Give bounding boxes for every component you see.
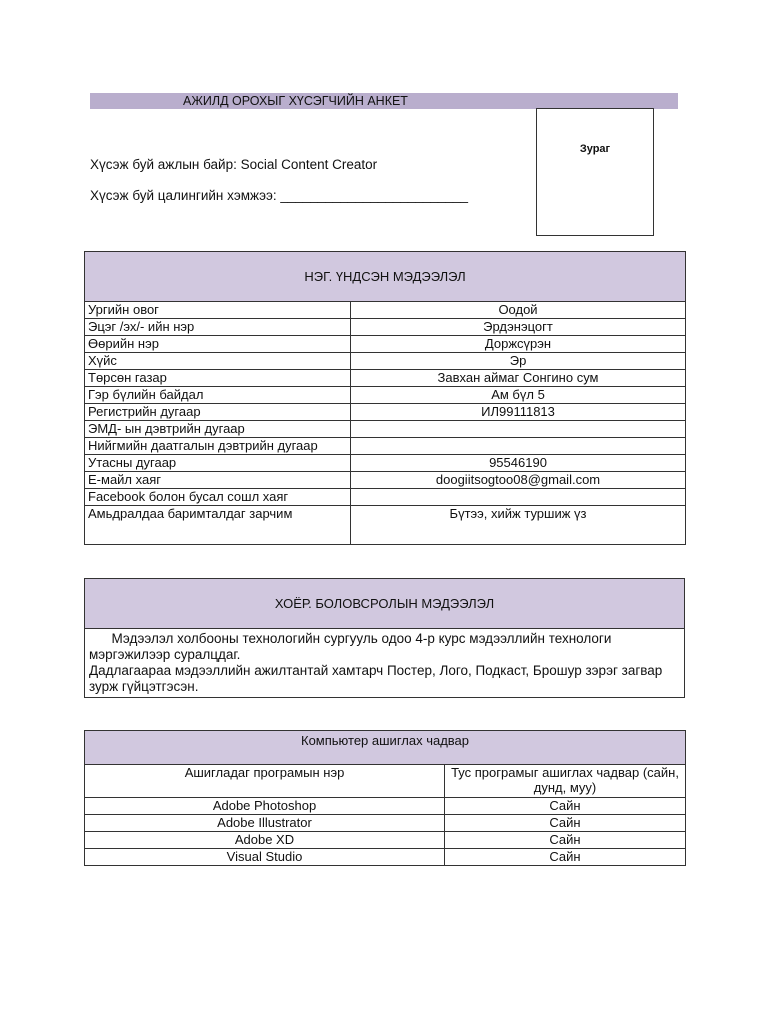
education-paragraph-1: Мэдээлэл холбооны технологийн сургууль одоо 4-р курс мэдээллийн технологи мэргэжилээр суралцдаг.: [89, 631, 616, 662]
computer-skills-table: [84, 730, 686, 866]
skill-program: Adobe XD: [85, 832, 445, 849]
row-label: Е-майл хаяг: [85, 472, 351, 489]
skills-col-program-header: Ашигладаг програмын нэр: [85, 765, 445, 798]
row-value: ИЛ99111813: [351, 404, 686, 421]
basic-info-table: [84, 251, 686, 545]
form-title: АЖИЛД ОРОХЫГ ХҮСЭГЧИЙН АНКЕТ: [183, 94, 408, 108]
row-label: Facebook болон бусал сошл хаяг: [85, 489, 351, 506]
row-value: Завхан аймаг Сонгино сум: [351, 370, 686, 387]
education-heading: ХОЁР. БОЛОВСРОЛЫН МЭДЭЭЛЭЛ: [85, 579, 685, 629]
education-paragraph-2: Дадлагаараа мэдээллийн ажилтантай хамтарч Постер, Лого, Подкаст, Брошур зэрэг загвар зурж гүйцэтгэсэн.: [89, 663, 663, 694]
row-value: [351, 421, 686, 438]
row-label: Утасны дугаар: [85, 455, 351, 472]
row-value: Доржсүрэн: [351, 336, 686, 353]
row-label: Өөрийн нэр: [85, 336, 351, 353]
row-label: Нийгмийн даатгалын дэвтрийн дугаар: [85, 438, 351, 455]
skill-level: Сайн: [445, 832, 686, 849]
row-value: [351, 438, 686, 455]
row-value: doogiitsogtoo08@gmail.com: [351, 472, 686, 489]
skill-level: Сайн: [445, 815, 686, 832]
photo-placeholder[interactable]: [536, 108, 654, 236]
row-value: Ам бүл 5: [351, 387, 686, 404]
row-value: Бүтээ, хийж туршиж үз: [351, 506, 686, 545]
row-value: 95546190: [351, 455, 686, 472]
education-table: [84, 578, 685, 698]
basic-info-heading: НЭГ. ҮНДСЭН МЭДЭЭЛЭЛ: [85, 252, 686, 302]
row-value: Оодой: [351, 302, 686, 319]
row-label: Регистрийн дугаар: [85, 404, 351, 421]
skills-col-level-header: Тус програмыг ашиглах чадвар (сайн, дунд, муу): [445, 765, 686, 798]
education-text: [85, 629, 685, 698]
row-value: Эрдэнэцогт: [351, 319, 686, 336]
row-label: Эцэг /эх/- ийн нэр: [85, 319, 351, 336]
desired-position: Хүсэж буй ажлын байр: Social Content Creator: [90, 157, 378, 172]
row-label: Хүйс: [85, 353, 351, 370]
row-label: ЭМД- ын дэвтрийн дугаар: [85, 421, 351, 438]
row-value: [351, 489, 686, 506]
row-value: Эр: [351, 353, 686, 370]
row-label: Амьдралдаа баримталдаг зарчим: [85, 506, 351, 545]
photo-label: Зураг: [579, 143, 611, 155]
skills-heading: Компьютер ашиглах чадвар: [85, 731, 686, 765]
skill-program: Visual Studio: [85, 849, 445, 866]
skill-program: Adobe Illustrator: [85, 815, 445, 832]
row-label: Гэр бүлийн байдал: [85, 387, 351, 404]
row-label: Ургийн овог: [85, 302, 351, 319]
skill-level: Сайн: [445, 798, 686, 815]
row-label: Төрсөн газар: [85, 370, 351, 387]
skill-program: Adobe Photoshop: [85, 798, 445, 815]
skill-level: Сайн: [445, 849, 686, 866]
desired-salary: Хүсэж буй цалингийн хэмжээ: _________________________: [90, 188, 469, 203]
form-title-bar: [90, 93, 678, 109]
